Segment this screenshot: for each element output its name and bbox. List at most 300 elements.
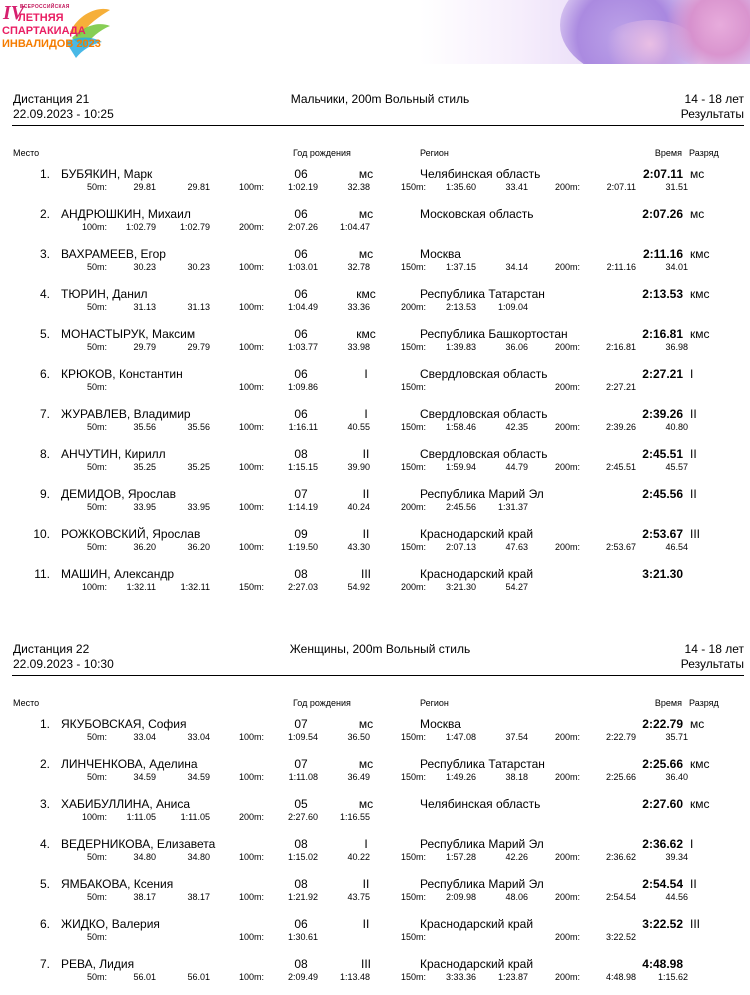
lap-time: 36.50 bbox=[347, 732, 370, 742]
split-time: 38.17 bbox=[133, 892, 156, 902]
column-header-time: Время bbox=[654, 148, 682, 158]
achieved-rank: кмс bbox=[690, 287, 710, 301]
lap-time: 1:09.04 bbox=[497, 302, 528, 312]
event-title: Женщины, 200m Вольный стиль bbox=[289, 642, 471, 656]
result-place: 10. bbox=[33, 527, 50, 541]
split-distance: 50m: bbox=[86, 462, 107, 472]
split-distance: 100m: bbox=[238, 972, 264, 982]
split-distance: 150m: bbox=[400, 542, 426, 552]
birth-year: 08 bbox=[294, 447, 308, 461]
birth-year: 06 bbox=[294, 207, 308, 221]
split-distance: 150m: bbox=[400, 772, 426, 782]
lap-time: 34.14 bbox=[505, 262, 528, 272]
split-distance: 50m: bbox=[86, 342, 107, 352]
split-time: 2:25.66 bbox=[605, 772, 636, 782]
split-distance: 200m: bbox=[400, 502, 426, 512]
lap-time: 54.92 bbox=[347, 582, 370, 592]
lap-time: 34.59 bbox=[187, 772, 210, 782]
lap-time: 45.57 bbox=[665, 462, 688, 472]
split-time: 1:16.11 bbox=[288, 422, 318, 432]
lap-time: 1:11.05 bbox=[180, 812, 210, 822]
split-time: 3:21.30 bbox=[445, 582, 476, 592]
split-distance: 50m: bbox=[86, 972, 107, 982]
split-distance: 150m: bbox=[400, 262, 426, 272]
athlete-region: Краснодарский край bbox=[420, 957, 534, 971]
split-distance: 100m: bbox=[238, 772, 264, 782]
lap-time: 1:15.62 bbox=[657, 972, 688, 982]
athlete-name: ЯМБАКОВА, Ксения bbox=[61, 877, 174, 891]
athlete-region: Свердловская область bbox=[420, 367, 548, 381]
birth-year: 08 bbox=[294, 567, 308, 581]
athlete-category: II bbox=[362, 527, 370, 541]
lap-time: 36.98 bbox=[665, 342, 688, 352]
lap-time: 37.54 bbox=[505, 732, 528, 742]
distance-label: Дистанция 21 bbox=[13, 92, 90, 106]
lap-time: 56.01 bbox=[187, 972, 210, 982]
split-time: 1:35.60 bbox=[445, 182, 476, 192]
lap-time: 33.98 bbox=[347, 342, 370, 352]
lap-time: 31.13 bbox=[187, 302, 210, 312]
athlete-region: Свердловская область bbox=[420, 447, 548, 461]
split-distance: 100m: bbox=[238, 502, 264, 512]
split-distance: 200m: bbox=[400, 582, 426, 592]
split-time: 1:49.26 bbox=[445, 772, 476, 782]
split-distance: 200m: bbox=[238, 812, 264, 822]
split-distance: 50m: bbox=[86, 302, 107, 312]
lap-time: 40.24 bbox=[347, 502, 370, 512]
column-header-time: Время bbox=[654, 698, 682, 708]
birth-year: 06 bbox=[294, 917, 308, 931]
lap-time: 35.71 bbox=[665, 732, 688, 742]
athlete-name: ХАБИБУЛЛИНА, Аниса bbox=[61, 797, 191, 811]
split-time: 2:07.26 bbox=[287, 222, 318, 232]
split-time: 1:09.86 bbox=[287, 382, 318, 392]
split-time: 36.20 bbox=[133, 542, 156, 552]
result-place: 7. bbox=[39, 407, 50, 421]
split-time: 1:58.46 bbox=[445, 422, 476, 432]
split-time: 1:47.08 bbox=[445, 732, 476, 742]
achieved-rank: кмс bbox=[690, 247, 710, 261]
lap-time: 48.06 bbox=[505, 892, 528, 902]
column-header-region: Регион bbox=[420, 148, 449, 158]
split-time: 1:59.94 bbox=[445, 462, 476, 472]
event-title: Мальчики, 200m Вольный стиль bbox=[290, 92, 470, 106]
athlete-name: МОНАСТЫРУК, Максим bbox=[61, 327, 196, 341]
split-distance: 200m: bbox=[554, 422, 580, 432]
birth-year: 07 bbox=[294, 757, 308, 771]
final-time: 2:54.54 bbox=[642, 877, 683, 891]
athlete-region: Краснодарский край bbox=[420, 527, 534, 541]
split-distance: 200m: bbox=[554, 262, 580, 272]
final-time: 2:45.51 bbox=[642, 447, 683, 461]
split-time: 2:09.49 bbox=[287, 972, 318, 982]
athlete-category: мс bbox=[358, 247, 374, 261]
split-time: 30.23 bbox=[133, 262, 156, 272]
split-distance: 50m: bbox=[86, 262, 107, 272]
split-time: 2:07.11 bbox=[606, 182, 636, 192]
split-time: 1:39.83 bbox=[445, 342, 476, 352]
split-time: 31.13 bbox=[133, 302, 156, 312]
final-time: 2:13.53 bbox=[642, 287, 683, 301]
athlete-category: I bbox=[364, 837, 368, 851]
achieved-rank: II bbox=[690, 487, 697, 501]
final-time: 2:22.79 bbox=[642, 717, 683, 731]
split-distance: 200m: bbox=[554, 852, 580, 862]
lap-time: 44.79 bbox=[505, 462, 528, 472]
athlete-category: I bbox=[364, 367, 368, 381]
birth-year: 06 bbox=[294, 247, 308, 261]
split-distance: 50m: bbox=[86, 182, 107, 192]
split-distance: 100m: bbox=[238, 542, 264, 552]
lap-time: 39.90 bbox=[347, 462, 370, 472]
athlete-category: кмс bbox=[356, 327, 376, 341]
athlete-category: II bbox=[362, 487, 370, 501]
athlete-category: III bbox=[360, 957, 371, 971]
split-time: 1:03.01 bbox=[287, 262, 318, 272]
split-time: 34.80 bbox=[133, 852, 156, 862]
split-time: 29.81 bbox=[133, 182, 156, 192]
split-time: 1:19.50 bbox=[287, 542, 318, 552]
result-place: 8. bbox=[39, 447, 50, 461]
split-time: 56.01 bbox=[133, 972, 156, 982]
result-place: 2. bbox=[39, 757, 50, 771]
athlete-name: ДЕМИДОВ, Ярослав bbox=[61, 487, 176, 501]
athlete-category: мс bbox=[358, 757, 374, 771]
split-time: 2:45.51 bbox=[605, 462, 636, 472]
athlete-name: ТЮРИН, Данил bbox=[61, 287, 148, 301]
split-distance: 150m: bbox=[400, 182, 426, 192]
lap-time: 34.01 bbox=[665, 262, 688, 272]
final-time: 2:45.56 bbox=[642, 487, 683, 501]
split-distance: 100m: bbox=[238, 852, 264, 862]
result-place: 4. bbox=[39, 837, 50, 851]
logo-numeral: IV bbox=[3, 2, 25, 24]
athlete-region: Краснодарский край bbox=[420, 567, 534, 581]
birth-year: 08 bbox=[294, 877, 308, 891]
split-distance: 150m: bbox=[400, 852, 426, 862]
split-time: 2:27.21 bbox=[605, 382, 636, 392]
split-distance: 100m: bbox=[238, 422, 264, 432]
split-time: 33.04 bbox=[133, 732, 156, 742]
distance-label: Дистанция 22 bbox=[13, 642, 90, 656]
lap-time: 1:32.11 bbox=[180, 582, 210, 592]
athlete-name: ЛИНЧЕНКОВА, Аделина bbox=[61, 757, 198, 771]
result-place: 6. bbox=[39, 367, 50, 381]
athlete-region: Республика Марий Эл bbox=[420, 877, 544, 891]
column-header-birth: Год рождения bbox=[293, 698, 351, 708]
lap-time: 31.51 bbox=[665, 182, 688, 192]
athlete-category: мс bbox=[358, 207, 374, 221]
section-divider bbox=[12, 125, 744, 126]
lap-time: 40.80 bbox=[665, 422, 688, 432]
achieved-rank: III bbox=[690, 917, 701, 931]
split-time: 1:37.15 bbox=[445, 262, 476, 272]
athlete-name: РОЖКОВСКИЙ, Ярослав bbox=[61, 527, 201, 541]
achieved-rank: I bbox=[690, 837, 694, 851]
lap-time: 33.36 bbox=[347, 302, 370, 312]
split-distance: 100m: bbox=[238, 302, 264, 312]
split-distance: 100m: bbox=[81, 582, 107, 592]
logo-line-3: ИНВАЛИДОВ 2023 bbox=[2, 38, 101, 50]
athlete-category: III bbox=[360, 567, 371, 581]
split-time: 1:11.05 bbox=[126, 812, 156, 822]
split-time: 34.59 bbox=[133, 772, 156, 782]
lap-time: 47.63 bbox=[505, 542, 528, 552]
split-distance: 50m: bbox=[86, 732, 107, 742]
birth-year: 05 bbox=[294, 797, 308, 811]
lap-time: 1:13.48 bbox=[339, 972, 370, 982]
athlete-name: БУБЯКИН, Марк bbox=[61, 167, 153, 181]
birth-year: 06 bbox=[294, 327, 308, 341]
column-header-place: Место bbox=[13, 698, 40, 708]
final-time: 2:16.81 bbox=[642, 327, 683, 341]
split-distance: 200m: bbox=[554, 972, 580, 982]
final-time: 2:27.60 bbox=[642, 797, 683, 811]
lap-time: 38.17 bbox=[187, 892, 210, 902]
split-distance: 100m: bbox=[81, 222, 107, 232]
lap-time: 1:02.79 bbox=[179, 222, 210, 232]
split-distance: 150m: bbox=[238, 582, 264, 592]
lap-time: 54.27 bbox=[505, 582, 528, 592]
athlete-name: АНЧУТИН, Кирилл bbox=[61, 447, 166, 461]
split-time: 1:09.54 bbox=[287, 732, 318, 742]
split-distance: 100m: bbox=[238, 382, 264, 392]
split-distance: 50m: bbox=[86, 422, 107, 432]
split-time: 2:16.81 bbox=[605, 342, 636, 352]
achieved-rank: III bbox=[690, 527, 701, 541]
split-time: 1:14.19 bbox=[287, 502, 318, 512]
athlete-region: Республика Татарстан bbox=[420, 287, 545, 301]
split-distance: 200m: bbox=[400, 302, 426, 312]
athlete-category: II bbox=[362, 447, 370, 461]
final-time: 2:25.66 bbox=[642, 757, 683, 771]
birth-year: 07 bbox=[294, 717, 308, 731]
achieved-rank: кмс bbox=[690, 757, 710, 771]
result-place: 2. bbox=[39, 207, 50, 221]
event-datetime: 22.09.2023 - 10:25 bbox=[13, 107, 114, 121]
achieved-rank: II bbox=[690, 447, 697, 461]
athlete-category: II bbox=[362, 877, 370, 891]
split-time: 2:39.26 bbox=[605, 422, 636, 432]
lap-time: 1:04.47 bbox=[339, 222, 370, 232]
final-time: 4:48.98 bbox=[642, 957, 683, 971]
lap-time: 33.41 bbox=[505, 182, 528, 192]
result-place: 1. bbox=[39, 717, 50, 731]
split-distance: 50m: bbox=[86, 772, 107, 782]
lap-time: 29.79 bbox=[187, 342, 210, 352]
split-distance: 200m: bbox=[554, 342, 580, 352]
split-distance: 150m: bbox=[400, 972, 426, 982]
split-time: 1:02.19 bbox=[287, 182, 318, 192]
final-time: 2:11.16 bbox=[642, 247, 683, 261]
athlete-name: ЯКУБОВСКАЯ, София bbox=[61, 717, 187, 731]
result-place: 5. bbox=[39, 877, 50, 891]
split-time: 35.25 bbox=[133, 462, 156, 472]
split-distance: 150m: bbox=[400, 422, 426, 432]
column-header-rank: Разряд bbox=[689, 148, 719, 158]
athlete-name: РЕВА, Лидия bbox=[61, 957, 135, 971]
athlete-name: ЖУРАВЛЕВ, Владимир bbox=[61, 407, 191, 421]
result-place: 7. bbox=[39, 957, 50, 971]
split-time: 2:27.03 bbox=[287, 582, 318, 592]
lap-time: 36.20 bbox=[187, 542, 210, 552]
athlete-region: Республика Марий Эл bbox=[420, 837, 544, 851]
split-time: 1:15.02 bbox=[287, 852, 318, 862]
result-place: 3. bbox=[39, 797, 50, 811]
logo-line-2: СПАРТАКИАДА bbox=[2, 25, 86, 37]
split-time: 2:27.60 bbox=[287, 812, 318, 822]
lap-time: 44.56 bbox=[665, 892, 688, 902]
split-distance: 150m: bbox=[400, 892, 426, 902]
achieved-rank: мс bbox=[690, 207, 705, 221]
lap-time: 36.40 bbox=[665, 772, 688, 782]
athlete-region: Москва bbox=[420, 247, 461, 261]
athlete-category: I bbox=[364, 407, 368, 421]
achieved-rank: I bbox=[690, 367, 694, 381]
logo-supertitle: ВСЕРОССИЙСКАЯ bbox=[20, 4, 70, 10]
result-place: 6. bbox=[39, 917, 50, 931]
final-time: 2:27.21 bbox=[642, 367, 683, 381]
birth-year: 08 bbox=[294, 957, 308, 971]
lap-time: 36.06 bbox=[505, 342, 528, 352]
split-time: 1:57.28 bbox=[445, 852, 476, 862]
final-time: 2:07.11 bbox=[642, 167, 683, 181]
lap-time: 40.55 bbox=[347, 422, 370, 432]
split-distance: 200m: bbox=[554, 732, 580, 742]
event-datetime: 22.09.2023 - 10:30 bbox=[13, 657, 114, 671]
athlete-name: КРЮКОВ, Константин bbox=[61, 367, 183, 381]
split-distance: 150m: bbox=[400, 732, 426, 742]
lap-time: 38.18 bbox=[505, 772, 528, 782]
split-distance: 100m: bbox=[238, 462, 264, 472]
split-time: 4:48.98 bbox=[605, 972, 636, 982]
lap-time: 36.49 bbox=[347, 772, 370, 782]
split-distance: 200m: bbox=[238, 222, 264, 232]
split-time: 35.56 bbox=[133, 422, 156, 432]
header-banner bbox=[0, 0, 750, 64]
lap-time: 42.35 bbox=[505, 422, 528, 432]
split-distance: 200m: bbox=[554, 542, 580, 552]
results-status: Результаты bbox=[680, 657, 744, 671]
split-distance: 150m: bbox=[400, 932, 426, 942]
split-time: 2:36.62 bbox=[605, 852, 636, 862]
column-header-region: Регион bbox=[420, 698, 449, 708]
achieved-rank: мс bbox=[690, 717, 705, 731]
split-time: 1:11.08 bbox=[288, 772, 318, 782]
achieved-rank: мс bbox=[690, 167, 705, 181]
result-place: 1. bbox=[39, 167, 50, 181]
birth-year: 08 bbox=[294, 837, 308, 851]
athlete-name: ВЕДЕРНИКОВА, Елизавета bbox=[61, 837, 216, 851]
section-divider bbox=[12, 675, 744, 676]
split-time: 2:09.98 bbox=[445, 892, 476, 902]
split-time: 1:15.15 bbox=[287, 462, 318, 472]
split-distance: 200m: bbox=[554, 462, 580, 472]
split-distance: 100m: bbox=[238, 892, 264, 902]
column-header-rank: Разряд bbox=[689, 698, 719, 708]
lap-time: 42.26 bbox=[505, 852, 528, 862]
achieved-rank: кмс bbox=[690, 797, 710, 811]
split-time: 2:45.56 bbox=[445, 502, 476, 512]
logo-line-1: ЛЕТНЯЯ bbox=[18, 12, 64, 24]
athlete-category: мс bbox=[358, 717, 374, 731]
split-distance: 200m: bbox=[554, 932, 580, 942]
final-time: 2:39.26 bbox=[642, 407, 683, 421]
split-distance: 150m: bbox=[400, 462, 426, 472]
split-distance: 100m: bbox=[81, 812, 107, 822]
final-time: 2:07.26 bbox=[642, 207, 683, 221]
achieved-rank: II bbox=[690, 877, 697, 891]
athlete-region: Челябинская область bbox=[420, 167, 541, 181]
split-time: 29.79 bbox=[133, 342, 156, 352]
split-time: 3:33.36 bbox=[445, 972, 476, 982]
split-distance: 200m: bbox=[554, 892, 580, 902]
age-group: 14 - 18 лет bbox=[684, 92, 744, 106]
final-time: 2:36.62 bbox=[642, 837, 683, 851]
athlete-region: Республика Башкортостан bbox=[420, 327, 568, 341]
result-place: 4. bbox=[39, 287, 50, 301]
result-place: 3. bbox=[39, 247, 50, 261]
split-distance: 50m: bbox=[86, 892, 107, 902]
athlete-name: МАШИН, Александр bbox=[61, 567, 174, 581]
athlete-region: Москва bbox=[420, 717, 461, 731]
split-time: 1:03.77 bbox=[287, 342, 318, 352]
split-time: 2:07.13 bbox=[445, 542, 476, 552]
column-header-birth: Год рождения bbox=[293, 148, 351, 158]
split-distance: 50m: bbox=[86, 502, 107, 512]
results-status: Результаты bbox=[680, 107, 744, 121]
athlete-category: кмс bbox=[356, 287, 376, 301]
age-group: 14 - 18 лет bbox=[684, 642, 744, 656]
split-distance: 50m: bbox=[86, 382, 107, 392]
column-header-place: Место bbox=[13, 148, 40, 158]
lap-time: 1:31.37 bbox=[497, 502, 528, 512]
birth-year: 07 bbox=[294, 487, 308, 501]
split-distance: 150m: bbox=[400, 382, 426, 392]
final-time: 3:21.30 bbox=[642, 567, 683, 581]
lap-time: 43.30 bbox=[347, 542, 370, 552]
athlete-region: Челябинская область bbox=[420, 797, 541, 811]
split-distance: 200m: bbox=[554, 182, 580, 192]
athlete-region: Свердловская область bbox=[420, 407, 548, 421]
lap-time: 43.75 bbox=[347, 892, 370, 902]
achieved-rank: II bbox=[690, 407, 697, 421]
split-time: 3:22.52 bbox=[605, 932, 636, 942]
athlete-category: мс bbox=[358, 167, 374, 181]
split-distance: 200m: bbox=[554, 772, 580, 782]
lap-time: 35.25 bbox=[187, 462, 210, 472]
split-time: 2:22.79 bbox=[605, 732, 636, 742]
athlete-category: II bbox=[362, 917, 370, 931]
lap-time: 1:23.87 bbox=[497, 972, 528, 982]
athlete-region: Московская область bbox=[420, 207, 534, 221]
birth-year: 06 bbox=[294, 167, 308, 181]
athlete-region: Краснодарский край bbox=[420, 917, 534, 931]
split-time: 1:30.61 bbox=[287, 932, 318, 942]
split-time: 1:02.79 bbox=[125, 222, 156, 232]
split-distance: 100m: bbox=[238, 932, 264, 942]
birth-year: 06 bbox=[294, 367, 308, 381]
spartakiada-logo bbox=[0, 2, 112, 62]
split-time: 2:54.54 bbox=[605, 892, 636, 902]
achieved-rank: кмс bbox=[690, 327, 710, 341]
lap-time: 35.56 bbox=[187, 422, 210, 432]
lap-time: 32.78 bbox=[347, 262, 370, 272]
athlete-name: ЖИДКО, Валерия bbox=[61, 917, 160, 931]
lap-time: 29.81 bbox=[187, 182, 210, 192]
final-time: 3:22.52 bbox=[642, 917, 683, 931]
lap-time: 1:16.55 bbox=[339, 812, 370, 822]
